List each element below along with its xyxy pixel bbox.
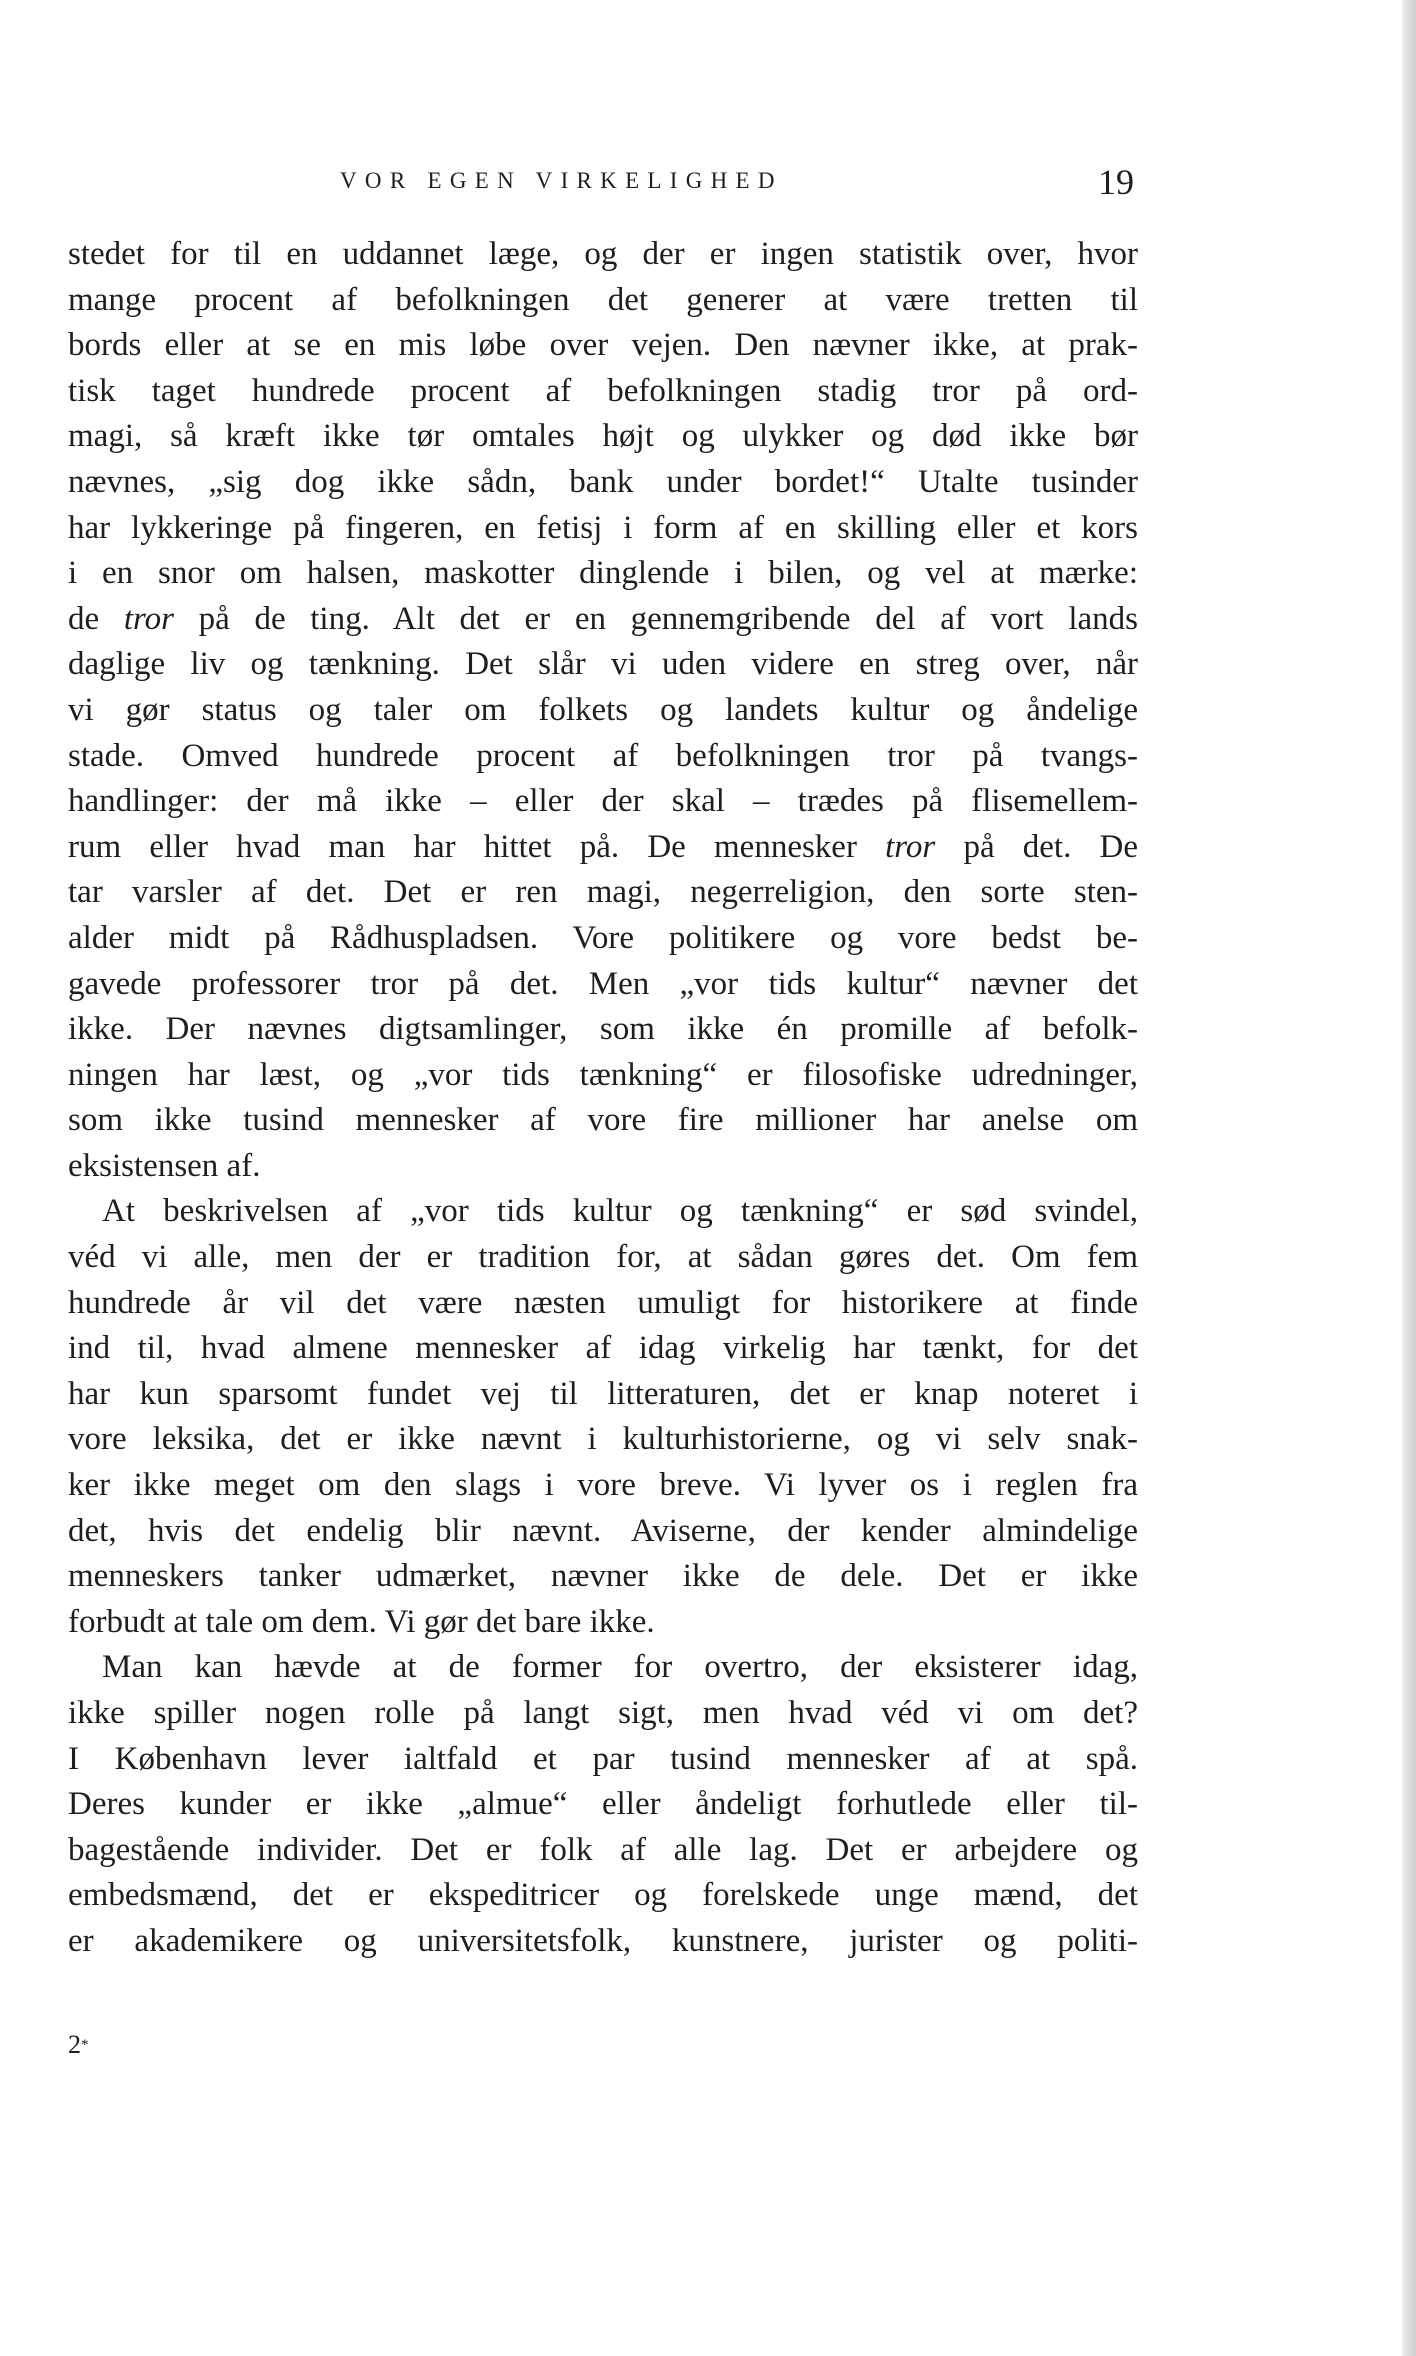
text-line: Man kan hævde at de former for overtro, der eksisterer idag,	[102, 1649, 1138, 1686]
text-line: magi, så kræft ikke tør omtales højt og ulykker og død ikke bør	[68, 418, 1138, 455]
text-line: véd vi alle, men der er tradition for, at sådan gøres det. Om fem	[68, 1239, 1138, 1276]
paragraph	[68, 1645, 1138, 1964]
text-line: gavede professorer tror på det. Men „vor tids kultur“ nævner det	[68, 965, 1138, 1002]
italic-word: tror	[123, 600, 174, 637]
text-line: det, hvis det endelig blir nævnt. Aviserne, der kender almindelige	[68, 1512, 1138, 1549]
text-line: bagestående individer. Det er folk af alle lag. Det er arbejdere og	[68, 1831, 1138, 1868]
text-line: i en snor om halsen, maskotter dinglende i bilen, og vel at mærke:	[68, 555, 1138, 592]
text-line: forbudt at tale om dem. Vi gør det bare ikke.	[68, 1603, 655, 1640]
running-head: VOR EGEN VIRKELIGHED	[340, 168, 783, 193]
page-number: 19	[1098, 162, 1134, 202]
text-line: handlinger: der må ikke – eller der skal – trædes på flisemellem-	[68, 783, 1138, 820]
text-line: har kun sparsomt fundet vej til litteraturen, det er knap noteret i	[68, 1375, 1138, 1412]
text-line: tar varsler af det. Det er ren magi, negerreligion, den sorte sten-	[68, 874, 1138, 911]
text-line: som ikke tusind mennesker af vore fire millioner har anelse om	[68, 1102, 1138, 1139]
text-line: er akademikere og universitetsfolk, kunstnere, jurister og politi-	[68, 1922, 1138, 1959]
text-line: mange procent af befolkningen det generer at være tretten til	[68, 281, 1138, 318]
body-text	[68, 232, 1138, 1965]
text-line: ikke spiller nogen rolle på langt sigt, men hvad véd vi om det?	[68, 1695, 1138, 1731]
text-line: eksistensen af.	[68, 1147, 261, 1184]
text-line: rum eller hvad man har hittet på. De mennesker tror på det. De	[68, 828, 1138, 865]
text-line: menneskers tanker udmærket, nævner ikke de dele. Det er ikke	[68, 1558, 1138, 1595]
text-line: ikke. Der nævnes digtsamlinger, som ikke én promille af befolk-	[68, 1011, 1138, 1048]
text-line: vi gør status og taler om folkets og landets kultur og åndelige	[68, 691, 1138, 728]
italic-word: tror	[885, 828, 936, 865]
signature-mark	[68, 2030, 89, 2060]
text-line: stedet for til en uddannet læge, og der er ingen statistik over, hvor	[68, 236, 1138, 272]
page-edge	[1402, 0, 1416, 2356]
text-line: bords eller at se en mis løbe over vejen. Den nævner ikke, at prak-	[68, 327, 1138, 364]
text-line: Deres kunder er ikke „almue“ eller åndeligt forhutlede eller til-	[68, 1786, 1138, 1823]
text-line: har lykkeringe på fingeren, en fetisj i form af en skilling eller et kors	[68, 509, 1138, 546]
text-line: ker ikke meget om den slags i vore breve. Vi lyver os i reglen fra	[68, 1467, 1138, 1504]
text-line: ningen har læst, og „vor tids tænkning“ er filosofiske udredninger,	[68, 1056, 1138, 1093]
text-line: alder midt på Rådhuspladsen. Vore politikere og vore bedst be-	[68, 919, 1138, 956]
text-line: I København lever ialtfald et par tusind mennesker af at spå.	[68, 1740, 1138, 1777]
text-line: vore leksika, det er ikke nævnt i kulturhistorierne, og vi selv snak-	[68, 1421, 1138, 1458]
text-line: de tror på de ting. Alt det er en gennemgribende del af vort lands	[68, 600, 1138, 637]
signature-star: *	[81, 2037, 89, 2053]
text-line: stade. Omved hundrede procent af befolkningen tror på tvangs-	[68, 737, 1138, 774]
paragraph	[68, 232, 1138, 1189]
signature-number: 2	[68, 2030, 81, 2059]
text-line: At beskrivelsen af „vor tids kultur og tænkning“ er sød svindel,	[102, 1193, 1138, 1230]
text-line: nævnes, „sig dog ikke sådn, bank under bordet!“ Utalte tusinder	[68, 463, 1138, 500]
text-line: hundrede år vil det være næsten umuligt for historikere at finde	[68, 1284, 1138, 1321]
text-line: tisk taget hundrede procent af befolkningen stadig tror på ord-	[68, 372, 1138, 409]
text-line: embedsmænd, det er ekspeditricer og forelskede unge mænd, det	[68, 1877, 1138, 1914]
paragraph	[68, 1189, 1138, 1645]
text-line: daglige liv og tænkning. Det slår vi uden videre en streg over, når	[68, 646, 1138, 683]
text-line: ind til, hvad almene mennesker af idag virkelig har tænkt, for det	[68, 1330, 1138, 1367]
